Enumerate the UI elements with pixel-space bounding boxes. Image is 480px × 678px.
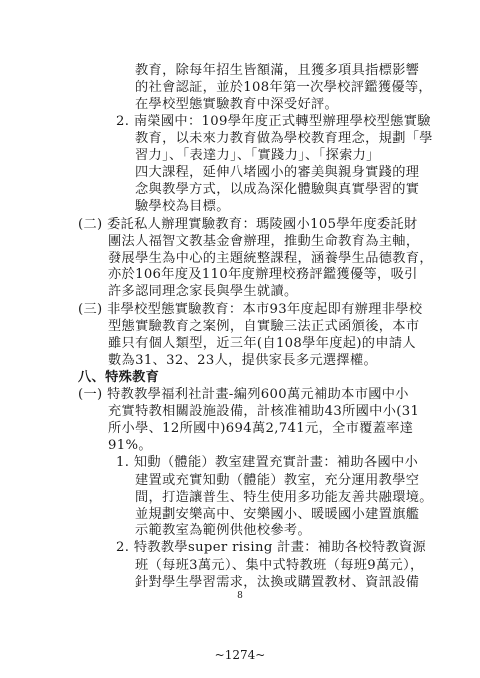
text-line: 並規劃安樂高中、安樂國小、暖暖國小建置旗艦 [135,506,420,522]
text-line: 念與教學方式，以成為深化體驗與真實學習的實 [135,182,420,198]
list-item: 2. 南榮國中：109學年度正式轉型辦理學校型態實驗 [116,113,431,129]
text-line: 間，打造讓普生、特生使用多功能友善共融環境。 [135,489,433,505]
list-item: 2. 特教教學super rising 計畫：補助各校特教資源 [116,540,427,556]
list-item: 1. 知動（體能）教室建置充實計畫：補助各國中小 [116,455,419,470]
text-line: 充實特教相關設施設備，計核准補助43所國中小(31 [108,404,420,420]
text-line: 四大課程，延伸八堵國小的審美與親身實踐的理 [135,165,420,181]
text-line: 雖只有個人類型，近三年(自108學年度起)的申請人 [108,335,416,351]
text-line: 所小學、12所國中)694萬2,741元，全市覆蓋率達 [108,421,414,437]
text-line: 在學校型態實驗教育中深受好評。 [135,96,339,112]
text-line: 91%。 [108,438,152,454]
section-item: (一) 特教教學福利社計畫-編列600萬元補助本市國中小 [78,387,409,403]
text-line: 建置或充實知動（體能）教室，充分運用教學空 [135,472,420,488]
section-heading: 八、特殊教育 [78,369,160,385]
text-line: 發展學生為中心的主題統整課程，涵養學生品德教育， [108,250,433,266]
section-item: (二) 委託私人辦理實驗教育：瑪陵國小105學年度委託財 [78,216,418,232]
text-line: 亦於106年度及110年度辦理校務評鑑獲優等，吸引 [108,267,418,283]
page-total-number: ~1274~ [214,648,266,662]
text-line: 示範教室為範例供他校參考。 [135,523,311,539]
text-line: 教育，以未來力教育做為學校教育理念，規劃「學 [135,131,433,147]
text-line: 班（每班3萬元）、集中式特教班（每班9萬元）， [135,558,424,574]
text-line: 數為31、32、23人，提供家長多元選擇權。 [108,352,378,368]
text-line: 教育，除每年招生皆額滿，且獲多項具指標影響 [135,63,420,78]
text-line: 習力」、「表達力」、「實踐力」、「探索力」 [135,148,380,164]
text-line: 針對學生學習需求，汰換或購置教材、資訊設備 [135,575,420,590]
text-line: 驗學校為目標。 [135,199,230,214]
text-line: 團法人福智文教基金會辦理，推動生命教育為主軸， [108,233,420,249]
text-line: 許多認同理念家長與學生就讀。 [108,284,298,300]
text-line: 的社會認証，並於108年第一次學校評鑑獲優等， [135,79,432,95]
page-number: 8 [237,591,243,601]
text-line: 型態實驗教育之案例，自實驗三法正式函頒後，本市 [108,319,420,334]
section-item: (三) 非學校型態實驗教育：本市93年度起即有辦理非學校 [78,302,423,318]
